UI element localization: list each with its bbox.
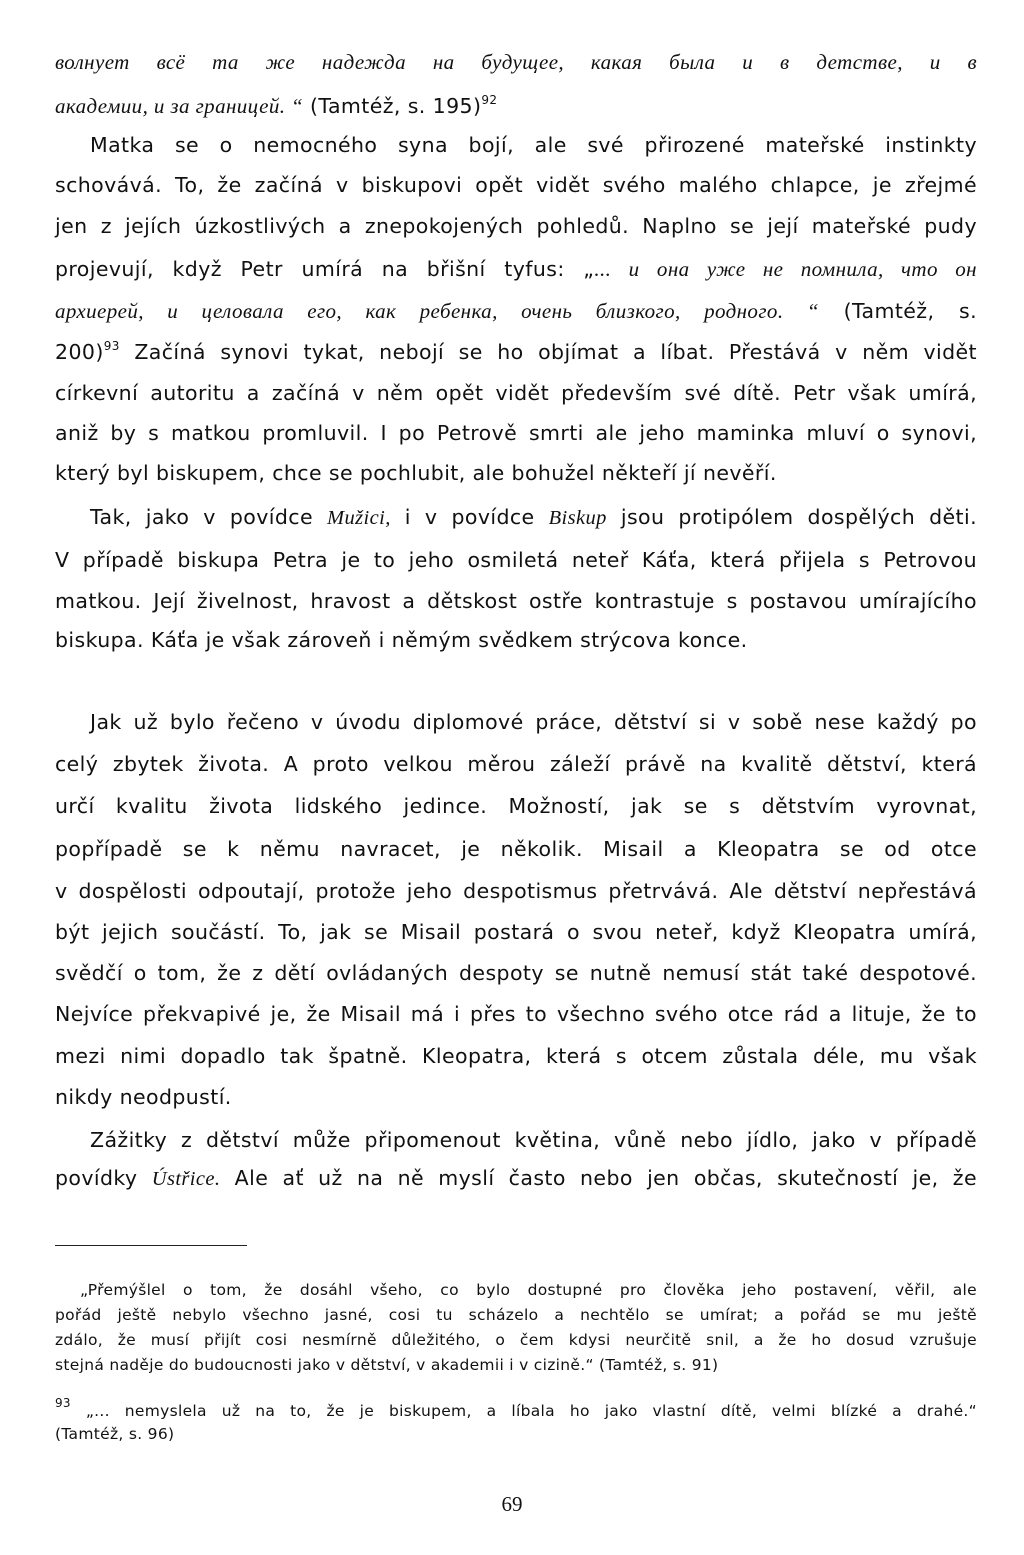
text-line: Zážitky z dětství může připomenout květina, vůně nebo jídlo, jako v případě [90, 1128, 977, 1152]
footnote-line: (Tamtéž, s. 96) [55, 1425, 175, 1443]
page-number: 69 [501, 1492, 523, 1516]
text-line: který byl biskupem, chce se pochlubit, ale bohužel někteří jí nevěří. [55, 461, 777, 485]
footnote-text: „... nemyslela už na to, že je biskupem, a líbala ho jako vlastní dítě, velmi blízké a drahé.“ [70, 1402, 977, 1420]
text-span: i v povídce [390, 505, 549, 529]
text-line: jen z jejích úzkostlivých a znepokojených pohledů. Naplno se její mateřské pudy [55, 214, 977, 238]
italic-title: Biskup [548, 507, 607, 529]
footnote-ref: 93 [103, 339, 120, 353]
text-line: matkou. Její živelnost, hravost a dětskost ostře kontrastuje s postavou umírajícího [55, 589, 977, 613]
footnote-line [55, 1396, 977, 1420]
footnote-line: pořád ještě nebylo všechno jasné, cosi tu scházelo a nechtělo se umírat; a pořád se mu ještě [55, 1306, 977, 1324]
text-span: projevují, když Petr umírá na břišní tyfus: „ [55, 257, 595, 281]
footnote-line: stejná naděje do budoucnosti jako v dětství, v akademii i v cizině.“ (Tamtéž, s. 91) [55, 1356, 719, 1374]
text-line: Matka se o nemocného syna bojí, ale své přirozené mateřské instinkty [90, 133, 977, 157]
text-line: Jak už bylo řečeno v úvodu diplomové práce, dětství si v sobě nese každý po [90, 710, 977, 734]
text-line [55, 339, 977, 364]
text-line: mezi nimi dopadlo tak špatně. Kleopatra, která s otcem zůstala déle, mu však [55, 1044, 977, 1068]
text-span: Ale ať už na ně myslí často nebo jen občas, skutečností je, že [220, 1166, 977, 1190]
citation: (Tamtéž, s. [818, 299, 977, 323]
text-span: povídky [55, 1166, 152, 1190]
footnote-line: zdálo, že musí přijít cosi nesmírně důležitého, o čem kdysi neurčitě snil, a že ho dosud vzrušuje [55, 1331, 977, 1349]
text-span: Začíná synovi tykat, nebojí se ho objímat a líbat. Přestává v něm vidět [119, 340, 977, 364]
text-line: popřípadě se k němu navracet, je několik. Misail a Kleopatra se od otce [55, 837, 977, 861]
text-line: svědčí o tom, že z dětí ovládaných despoty se nutně nemusí stát také despotové. [55, 961, 977, 985]
text-line [90, 507, 977, 529]
text-line [55, 93, 977, 118]
text-line: biskupa. Káťa je však zároveň i němým svědkem strýcova konce. [55, 628, 748, 652]
text-line: schovává. To, že začíná v biskupovi opět vidět svého malého chlapce, je zřejmé [55, 173, 977, 197]
footnote-line: „Přemýšlel o tom, že dosáhl všeho, co bylo dostupné pro člověka jeho postavení, věřil, ale [80, 1281, 977, 1299]
text-line [55, 1168, 977, 1190]
text-line [55, 259, 977, 280]
text-line: волнует всё та же надежда на будущее, какая была и в детстве, и в [55, 50, 977, 74]
russian-quote: академии, и за границей. “ [55, 94, 304, 118]
russian-quote: архиерей, и целовала его, как ребенка, очень близкого, родного. “ [55, 299, 819, 323]
text-line: určí kvalitu života lidského jedince. Možností, jak se s dětstvím vyrovnat, [55, 794, 977, 818]
text-line: církevní autoritu a začíná v něm opět vidět především své dítě. Petr však umírá, [55, 381, 977, 405]
text-span: jsou protipólem dospělých děti. [606, 505, 978, 529]
text-line: v dospělosti odpoutají, protože jeho despotismus přetrvává. Ale dětství nepřestává [55, 879, 977, 903]
footnote-divider [55, 1245, 247, 1246]
citation: (Tamtéž, s. 195) [303, 94, 482, 118]
citation: 200) [55, 340, 104, 364]
text-line: V případě biskupa Petra je to jeho osmiletá neteř Káťa, která přijela s Petrovou [55, 548, 977, 572]
italic-title: Mužici, [327, 507, 391, 529]
text-span: Tak, jako v povídce [90, 505, 327, 529]
text-line [55, 301, 977, 322]
italic-title: Ústřice. [151, 1168, 221, 1190]
text-line: celý zbytek života. A proto velkou měrou záleží právě na kvalitě dětství, která [55, 752, 977, 776]
footnote-ref: 92 [481, 93, 498, 107]
text-line: nikdy neodpustí. [55, 1085, 232, 1109]
text-line: aniž by s matkou promluvil. I po Petrově smrti ale jeho maminka mluví o synovi, [55, 421, 977, 445]
russian-quote: ... и она уже не помнила, что он [594, 257, 977, 281]
text-line: být jejich součástí. To, jak se Misail postará o svou neteř, když Kleopatra umírá, [55, 920, 977, 944]
footnote-number: 93 [55, 1396, 71, 1410]
text-line: Nejvíce překvapivé je, že Misail má i přes to všechno svého otce rád a lituje, že to [55, 1002, 977, 1026]
